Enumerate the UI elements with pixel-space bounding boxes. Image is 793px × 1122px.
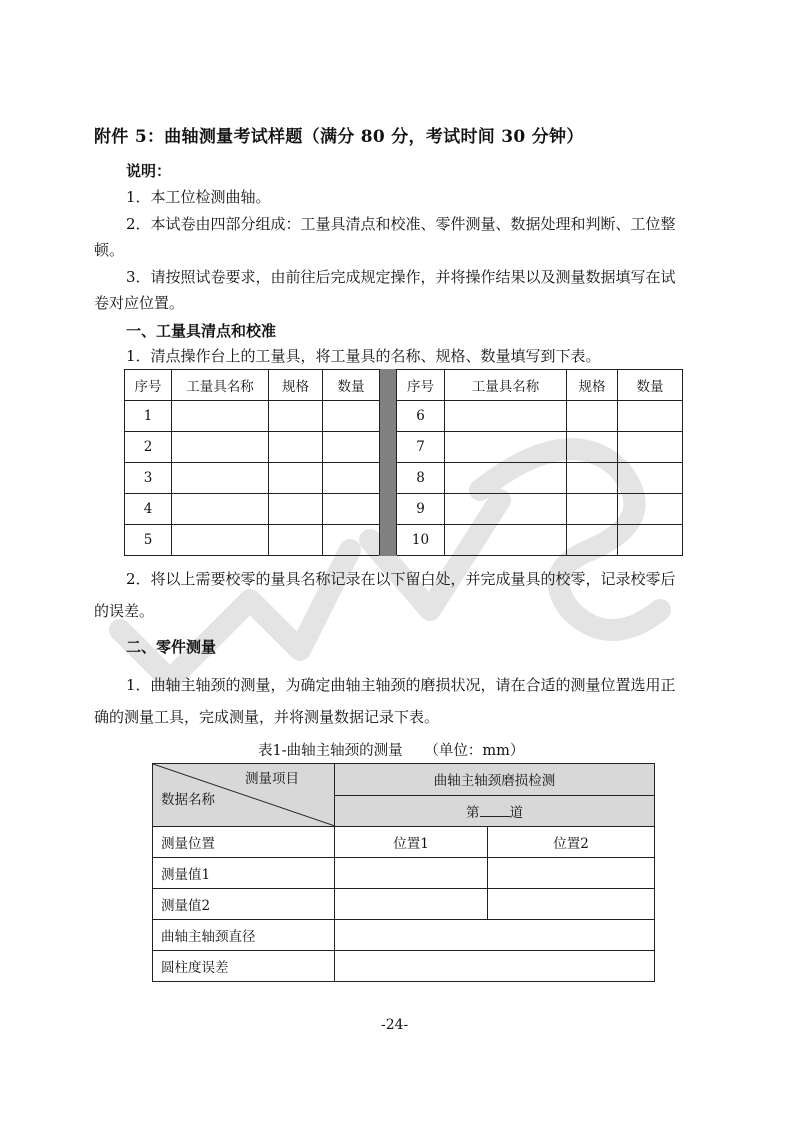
header-index: 序号 (125, 370, 172, 401)
tool-name-cell[interactable] (445, 525, 567, 556)
table-caption: 表1-曲轴主轴颈的测量 （单位：mm） (258, 743, 525, 759)
tool-name-cell[interactable] (172, 525, 269, 556)
table-row (125, 494, 683, 525)
row-index: 5 (125, 525, 172, 556)
spec-cell[interactable] (269, 401, 323, 432)
quantity-cell[interactable] (618, 463, 683, 494)
diag-top-label: 测量项目 (245, 771, 299, 787)
table-row (125, 432, 683, 463)
section2-question1-line1: 1．曲轴主轴颈的测量，为确定曲轴主轴颈的磨损状况，请在合适的测量位置选用正 (126, 676, 676, 694)
table-row (153, 951, 655, 982)
tool-name-cell[interactable] (172, 463, 269, 494)
instruction-2-line2: 顿。 (94, 241, 125, 259)
table-row (153, 920, 655, 951)
table-separator (380, 370, 397, 556)
row-index: 4 (125, 494, 172, 525)
quantity-cell[interactable] (323, 432, 380, 463)
value2-pos2-cell[interactable] (488, 889, 655, 920)
position-1: 位置1 (335, 827, 488, 858)
row-index: 9 (397, 494, 445, 525)
row-label-value1: 测量值1 (153, 858, 335, 889)
page-title: 附件 5：曲轴测量考试样题（满分 80 分，考试时间 30 分钟） (94, 127, 584, 147)
quantity-cell[interactable] (323, 401, 380, 432)
section2-question1-line2: 确的测量工具，完成测量，并将测量数据记录下表。 (94, 708, 440, 726)
row-label-diameter: 曲轴主轴颈直径 (153, 920, 335, 951)
header-tool-name: 工量具名称 (172, 370, 269, 401)
table-header-row (125, 370, 683, 401)
table-row (125, 525, 683, 556)
instruction-1: 1．本工位检测曲轴。 (126, 188, 271, 206)
value2-pos1-cell[interactable] (335, 889, 488, 920)
header-spec: 规格 (269, 370, 323, 401)
tool-name-cell[interactable] (445, 463, 567, 494)
spec-cell[interactable] (567, 432, 618, 463)
section2-heading: 二、零件测量 (126, 638, 217, 656)
table-row (153, 827, 655, 858)
row-index: 6 (397, 401, 445, 432)
section1-question2-line2: 的误差。 (94, 602, 155, 620)
journal-suffix: 道 (509, 804, 523, 821)
table-row (153, 889, 655, 920)
group-header: 曲轴主轴颈磨损检测 (335, 764, 655, 796)
table-row (125, 463, 683, 494)
cylindricity-cell[interactable] (335, 951, 655, 982)
page-number: -24- (381, 1017, 409, 1033)
row-label-value2: 测量值2 (153, 889, 335, 920)
row-index: 2 (125, 432, 172, 463)
table-row (153, 858, 655, 889)
diagonal-header-cell (153, 764, 335, 827)
diag-bottom-label: 数据名称 (161, 792, 215, 808)
quantity-cell[interactable] (618, 494, 683, 525)
spec-cell[interactable] (567, 494, 618, 525)
instruction-3-line2: 卷对应位置。 (94, 294, 185, 312)
value1-pos2-cell[interactable] (488, 858, 655, 889)
spec-cell[interactable] (269, 463, 323, 494)
spec-cell[interactable] (269, 525, 323, 556)
quantity-cell[interactable] (323, 463, 380, 494)
quantity-cell[interactable] (618, 401, 683, 432)
header-spec: 规格 (567, 370, 618, 401)
instructions-heading: 说明： (126, 162, 172, 180)
spec-cell[interactable] (567, 463, 618, 494)
quantity-cell[interactable] (323, 525, 380, 556)
spec-cell[interactable] (567, 401, 618, 432)
spec-cell[interactable] (269, 432, 323, 463)
row-label-position: 测量位置 (153, 827, 335, 858)
row-label-cylindricity: 圆柱度误差 (153, 951, 335, 982)
spec-cell[interactable] (269, 494, 323, 525)
journal-number-blank[interactable] (480, 802, 510, 817)
journal-number-cell (335, 795, 655, 827)
row-index: 7 (397, 432, 445, 463)
quantity-cell[interactable] (323, 494, 380, 525)
section1-question2-line1: 2．将以上需要校零的量具名称记录在以下留白处，并完成量具的校零，记录校零后 (126, 570, 676, 588)
row-index: 10 (397, 525, 445, 556)
value1-pos1-cell[interactable] (335, 858, 488, 889)
tool-name-cell[interactable] (172, 401, 269, 432)
quantity-cell[interactable] (618, 525, 683, 556)
header-quantity: 数量 (323, 370, 380, 401)
journal-measurement-table (152, 763, 655, 982)
table-row (125, 401, 683, 432)
tool-name-cell[interactable] (172, 432, 269, 463)
row-index: 1 (125, 401, 172, 432)
section1-question1: 1．清点操作台上的工量具，将工量具的名称、规格、数量填写到下表。 (126, 347, 601, 365)
tool-name-cell[interactable] (445, 401, 567, 432)
diameter-cell[interactable] (335, 920, 655, 951)
header-index: 序号 (397, 370, 445, 401)
tools-table (124, 369, 683, 556)
instruction-2-line1: 2．本试卷由四部分组成：工量具清点和校准、零件测量、数据处理和判断、工位整 (126, 215, 676, 233)
quantity-cell[interactable] (618, 432, 683, 463)
position-2: 位置2 (488, 827, 655, 858)
instruction-3-line1: 3．请按照试卷要求，由前往后完成规定操作，并将操作结果以及测量数据填写在试 (126, 268, 676, 286)
row-index: 8 (397, 463, 445, 494)
header-quantity: 数量 (618, 370, 683, 401)
row-index: 3 (125, 463, 172, 494)
journal-prefix: 第 (466, 804, 480, 821)
section1-heading: 一、工量具清点和校准 (126, 322, 277, 340)
tool-name-cell[interactable] (172, 494, 269, 525)
header-tool-name: 工量具名称 (445, 370, 567, 401)
tool-name-cell[interactable] (445, 432, 567, 463)
tool-name-cell[interactable] (445, 494, 567, 525)
spec-cell[interactable] (567, 525, 618, 556)
